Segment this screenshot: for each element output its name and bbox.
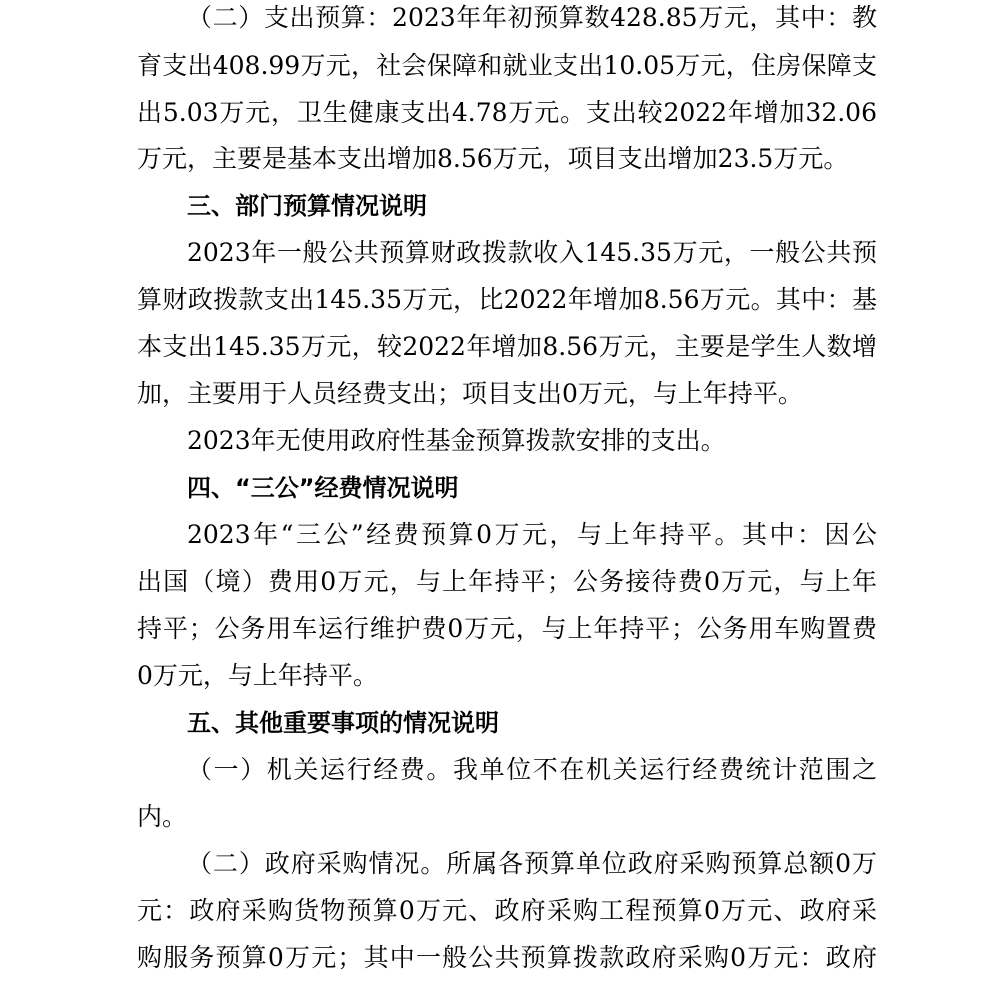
paragraph-procurement-line-1: （二）政府采购情况。所属各预算单位政府采购预算总额0万 — [187, 849, 877, 878]
paragraph-expenditure-budget-line-3: 出5.03万元，卫生健康支出4.78万元。支出较2022年增加32.06 — [137, 98, 877, 127]
paragraph-expenditure-budget-line-1: （二）支出预算：2023年年初预算数428.85万元，其中：教 — [187, 3, 877, 32]
paragraph-three-public-line-1: 2023年“三公”经费预算0万元，与上年持平。其中：因公 — [187, 520, 877, 549]
paragraph-general-budget-line-1: 2023年一般公共预算财政拨款收入145.35万元，一般公共预 — [187, 238, 877, 267]
paragraph-three-public-line-3: 持平；公务用车运行维护费0万元，与上年持平；公务用车购置费 — [137, 614, 877, 643]
paragraph-procurement-line-2: 元：政府采购货物预算0万元、政府采购工程预算0万元、政府采 — [137, 896, 877, 925]
paragraph-general-budget-line-4: 加，主要用于人员经费支出；项目支出0万元，与上年持平。 — [137, 379, 803, 408]
paragraph-government-fund: 2023年无使用政府性基金预算拨款安排的支出。 — [187, 426, 726, 455]
paragraph-three-public-line-4: 0万元，与上年持平。 — [137, 661, 378, 690]
paragraph-procurement-line-3: 购服务预算0万元；其中一般公共预算拨款政府采购0万元：政府 — [137, 943, 877, 972]
paragraph-general-budget-line-3: 本支出145.35万元，较2022年增加8.56万元，主要是学生人数增 — [137, 332, 877, 361]
paragraph-three-public-line-2: 出国（境）费用0万元，与上年持平；公务接待费0万元，与上年 — [137, 567, 877, 596]
section-heading-department-budget: 三、部门预算情况说明 — [187, 192, 427, 220]
paragraph-general-budget-line-2: 算财政拨款支出145.35万元，比2022年增加8.56万元。其中：基 — [137, 285, 877, 314]
paragraph-operating-expenses-line-1: （一）机关运行经费。我单位不在机关运行经费统计范围之 — [187, 755, 877, 784]
paragraph-operating-expenses-line-2: 内。 — [137, 802, 188, 831]
section-heading-other-matters: 五、其他重要事项的情况说明 — [187, 709, 499, 737]
section-heading-three-public-expenses: 四、“三公”经费情况说明 — [187, 474, 459, 502]
paragraph-expenditure-budget-line-4: 万元，主要是基本支出增加8.56万元，项目支出增加23.5万元。 — [137, 144, 849, 173]
paragraph-expenditure-budget-line-2: 育支出408.99万元，社会保障和就业支出10.05万元，住房保障支 — [137, 51, 877, 80]
